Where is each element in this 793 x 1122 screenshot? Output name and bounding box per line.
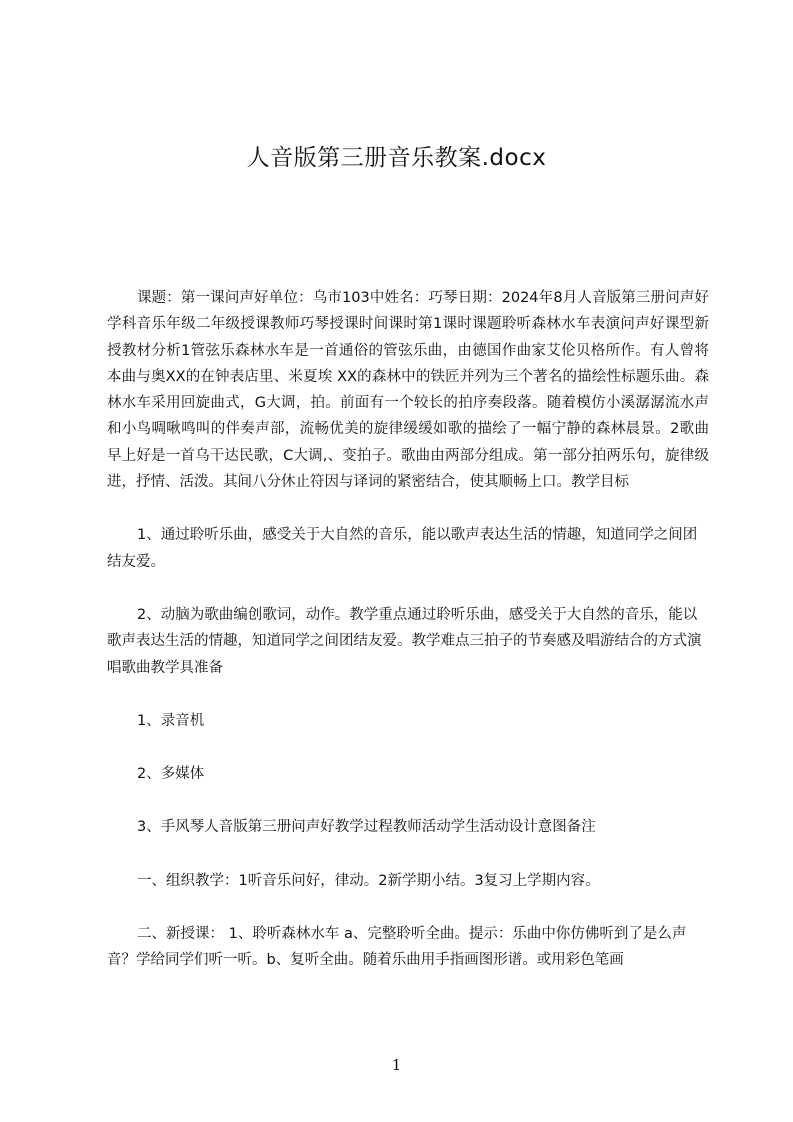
page-number: 1 [391, 1056, 402, 1074]
paragraph-material-2: 2、多媒体 [137, 766, 205, 783]
paragraph-step-2: 二、新授课： 1、聆听森林水车 a、完整聆听全曲。提示：乐曲中你仿佛听到了是么声音？学给同学们听一听。b、复听全曲。随着乐曲用手指画图形谱。或用彩色笔画 [107, 926, 687, 969]
document-title: 人音版第三册音乐教案.docx [246, 145, 547, 171]
document-body [107, 285, 709, 974]
paragraph-material-1: 1、录音机 [137, 712, 205, 729]
paragraph-goal-1: 1、通过聆听乐曲，感受关于大自然的音乐，能以歌声表达生活的情趣，知道同学之间团结友爱。 [107, 527, 698, 570]
paragraph-material-3: 3、手风琴人音版第三册问声好教学过程教师活动学生活动设计意图备注 [137, 819, 596, 836]
paragraph-lesson-info: 课题：第一课问声好单位：乌市103中姓名：巧琴日期：2024年8月人音版第三册问声好学科音乐年级二年级授课教师巧琴授课时间课时第1课时课题聆听森林水车表演问声好课型新授教材分析1管弦乐森林水车是一首通俗的管弦乐曲，由德国作曲家艾伦贝格所作。有人曾将本曲与奥XX的在钟表店里、米夏埃 XX的森林中的铁匠并列为三个著名的描绘性标题乐曲。森林水车采用回旋曲式，G大调，拍。前面有一个较长的拍序奏段落。随着模仿小溪潺潺流水声和小鸟啁啾鸣叫的伴奏声部，流畅优美的旋律缓缓如歌的描绘了一幅宁静的森林晨景。2歌曲早上好是一首乌干达民歌，C大调,、变拍子。歌曲由两部分组成。第一部分拍两乐句，旋律级进，抒情、活泼。其间八分休止符因与译词的紧密结合，使其顺畅上口。教学目标 [107, 290, 709, 491]
paragraph-step-1: 一、组织教学：1听音乐问好，律动。2新学期小结。3复习上学期内容。 [137, 872, 600, 889]
paragraph-goal-2: 2、动脑为歌曲编创歌词，动作。教学重点通过聆听乐曲，感受关于大自然的音乐，能以歌声表达生活的情趣，知道同学之间团结友爱。教学难点三拍子的节奏感及唱游结合的方式演唱歌曲教学具准备 [107, 606, 702, 676]
